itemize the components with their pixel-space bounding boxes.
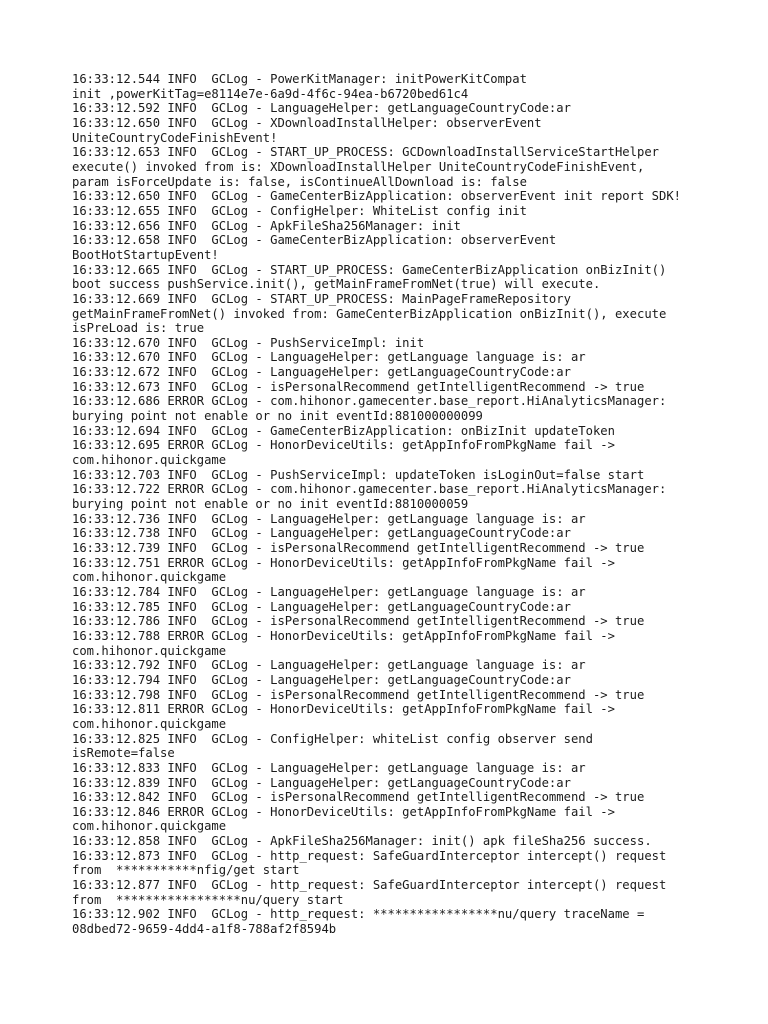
log-line: 16:33:12.839 INFO GCLog - LanguageHelper: getLanguageCountryCode:ar bbox=[72, 775, 571, 790]
log-line: burying point not enable or no init eventId:8810000059 bbox=[72, 497, 469, 512]
log-line: 16:33:12.873 INFO GCLog - http_request: SafeGuardInterceptor intercept() request bbox=[72, 848, 667, 863]
log-line: isRemote=false bbox=[72, 746, 175, 761]
log-line: 16:33:12.658 INFO GCLog - GameCenterBizApplication: observerEvent bbox=[72, 233, 557, 248]
log-line: 16:33:12.544 INFO GCLog - PowerKitManager: initPowerKitCompat bbox=[72, 72, 527, 86]
log-line: com.hihonor.quickgame bbox=[72, 643, 227, 658]
log-line: com.hihonor.quickgame bbox=[72, 453, 227, 468]
log-line: burying point not enable or no init eventId:881000000099 bbox=[72, 409, 483, 424]
log-line: 16:33:12.792 INFO GCLog - LanguageHelper: getLanguage language is: ar bbox=[72, 658, 586, 673]
log-line: 16:33:12.673 INFO GCLog - isPersonalRecommend getIntelligentRecommend -> true bbox=[72, 379, 645, 394]
log-line: com.hihonor.quickgame bbox=[72, 819, 227, 834]
log-line: init ,powerKitTag=e8114e7e-6a9d-4f6c-94ea-b6720bed61c4 bbox=[72, 86, 469, 101]
log-line: com.hihonor.quickgame bbox=[72, 716, 227, 731]
log-line: 16:33:12.686 ERROR GCLog - com.hihonor.gamecenter.base_report.HiAnalyticsManager: bbox=[72, 394, 667, 409]
log-line: 16:33:12.794 INFO GCLog - LanguageHelper: getLanguageCountryCode:ar bbox=[72, 672, 571, 687]
log-line: 16:33:12.846 ERROR GCLog - HonorDeviceUtils: getAppInfoFromPkgName fail -> bbox=[72, 804, 615, 819]
log-line: execute() invoked from is: XDownloadInstallHelper UniteCountryCodeFinishEvent, bbox=[72, 159, 645, 174]
log-line: 16:33:12.656 INFO GCLog - ApkFileSha256Manager: init bbox=[72, 218, 461, 233]
log-line: 16:33:12.736 INFO GCLog - LanguageHelper: getLanguage language is: ar bbox=[72, 511, 586, 526]
log-line: 16:33:12.738 INFO GCLog - LanguageHelper: getLanguageCountryCode:ar bbox=[72, 526, 571, 541]
log-line: 16:33:12.798 INFO GCLog - isPersonalRecommend getIntelligentRecommend -> true bbox=[72, 687, 645, 702]
log-line: 16:33:12.784 INFO GCLog - LanguageHelper: getLanguage language is: ar bbox=[72, 584, 586, 599]
log-document bbox=[72, 72, 712, 937]
log-line: 16:33:12.788 ERROR GCLog - HonorDeviceUtils: getAppInfoFromPkgName fail -> bbox=[72, 628, 615, 643]
log-line: 16:33:12.785 INFO GCLog - LanguageHelper: getLanguageCountryCode:ar bbox=[72, 599, 571, 614]
log-line: 16:33:12.653 INFO GCLog - START_UP_PROCESS: GCDownloadInstallServiceStartHelper bbox=[72, 145, 659, 160]
log-line: 16:33:12.703 INFO GCLog - PushServiceImpl: updateToken isLoginOut=false start bbox=[72, 467, 645, 482]
log-line: 16:33:12.739 INFO GCLog - isPersonalRecommend getIntelligentRecommend -> true bbox=[72, 541, 645, 555]
log-line: 16:33:12.669 INFO GCLog - START_UP_PROCESS: MainPageFrameRepository bbox=[72, 291, 571, 306]
log-line: from ***********nfig/get start bbox=[72, 863, 300, 878]
log-line: BootHotStartupEvent! bbox=[72, 247, 219, 262]
log-line: 16:33:12.670 INFO GCLog - PushServiceImpl: init bbox=[72, 335, 425, 350]
log-line: boot success pushService.init(), getMainFrameFromNet(true) will execute. bbox=[72, 277, 601, 292]
log-line: UniteCountryCodeFinishEvent! bbox=[72, 130, 278, 145]
log-line: 16:33:12.695 ERROR GCLog - HonorDeviceUtils: getAppInfoFromPkgName fail -> bbox=[72, 438, 615, 453]
log-line: getMainFrameFromNet() invoked from: GameCenterBizApplication onBizInit(), execute bbox=[72, 306, 667, 321]
log-line: 16:33:12.825 INFO GCLog - ConfigHelper: whiteList config observer send bbox=[72, 731, 593, 746]
log-line: 16:33:12.877 INFO GCLog - http_request: SafeGuardInterceptor intercept() request bbox=[72, 878, 667, 893]
log-line: 16:33:12.811 ERROR GCLog - HonorDeviceUtils: getAppInfoFromPkgName fail -> bbox=[72, 702, 615, 717]
log-line: 16:33:12.751 ERROR GCLog - HonorDeviceUtils: getAppInfoFromPkgName fail -> bbox=[72, 555, 615, 570]
log-line: 08dbed72-9659-4dd4-a1f8-788af2f8594b bbox=[72, 922, 337, 937]
log-line: param isForceUpdate is: false, isContinueAllDownload is: false bbox=[72, 174, 527, 189]
log-line: 16:33:12.655 INFO GCLog - ConfigHelper: WhiteList config init bbox=[72, 203, 527, 218]
log-line: 16:33:12.665 INFO GCLog - START_UP_PROCESS: GameCenterBizApplication onBizInit() bbox=[72, 262, 667, 277]
log-line: 16:33:12.833 INFO GCLog - LanguageHelper: getLanguage language is: ar bbox=[72, 760, 586, 775]
log-line: 16:33:12.592 INFO GCLog - LanguageHelper: getLanguageCountryCode:ar bbox=[72, 101, 571, 116]
log-line: from *****************nu/query start bbox=[72, 892, 344, 907]
log-line: 16:33:12.670 INFO GCLog - LanguageHelper: getLanguage language is: ar bbox=[72, 350, 586, 365]
log-line: 16:33:12.694 INFO GCLog - GameCenterBizApplication: onBizInit updateToken bbox=[72, 423, 615, 438]
log-line: 16:33:12.842 INFO GCLog - isPersonalRecommend getIntelligentRecommend -> true bbox=[72, 790, 645, 805]
log-line: 16:33:12.722 ERROR GCLog - com.hihonor.gamecenter.base_report.HiAnalyticsManager: bbox=[72, 482, 667, 497]
log-line: isPreLoad is: true bbox=[72, 321, 205, 336]
log-line: com.hihonor.quickgame bbox=[72, 570, 227, 585]
log-line: 16:33:12.650 INFO GCLog - XDownloadInstallHelper: observerEvent bbox=[72, 115, 542, 130]
log-line: 16:33:12.672 INFO GCLog - LanguageHelper: getLanguageCountryCode:ar bbox=[72, 365, 571, 380]
log-line: 16:33:12.650 INFO GCLog - GameCenterBizApplication: observerEvent init report SDK! bbox=[72, 189, 682, 204]
log-line: 16:33:12.902 INFO GCLog - http_request: *****************nu/query traceName = bbox=[72, 907, 645, 922]
log-line: 16:33:12.858 INFO GCLog - ApkFileSha256Manager: init() apk fileSha256 success. bbox=[72, 834, 652, 849]
log-line: 16:33:12.786 INFO GCLog - isPersonalRecommend getIntelligentRecommend -> true bbox=[72, 614, 645, 629]
